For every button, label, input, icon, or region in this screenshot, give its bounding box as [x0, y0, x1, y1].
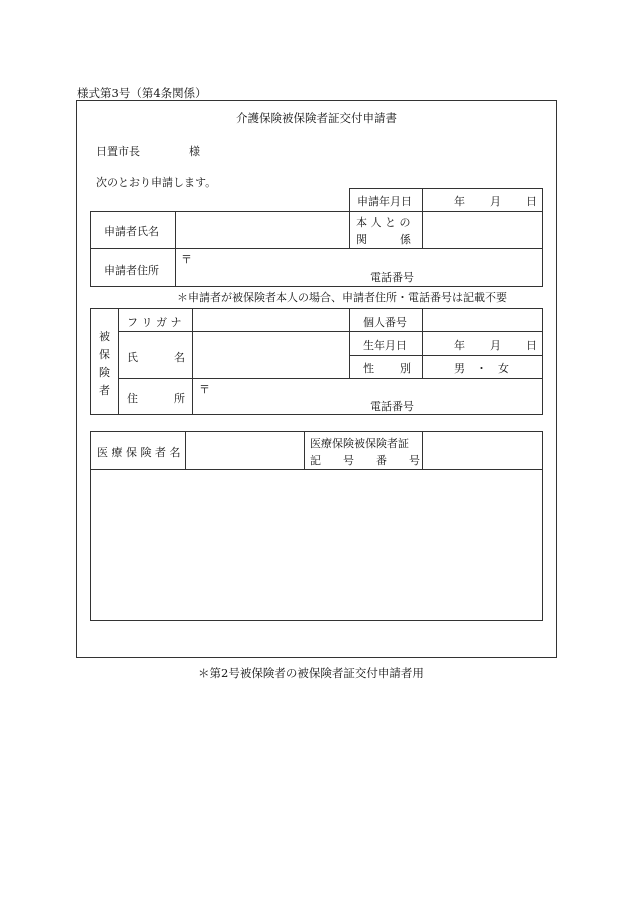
gender-label-2: 別: [400, 362, 411, 375]
insurance-card-label-1: 医療保険被保険者証: [310, 437, 409, 450]
insurer-name-field[interactable]: [186, 432, 303, 468]
application-date-year: 年: [454, 195, 465, 208]
divider: [422, 188, 423, 212]
insured-address-label-1: 住: [127, 392, 138, 405]
applicant-phone-label: 電話番号: [370, 271, 414, 284]
insured-side-label-2: 保: [99, 348, 110, 361]
insured-name-label-1: 氏: [127, 351, 138, 364]
insured-postal-mark: 〒: [199, 383, 210, 396]
postal-mark: 〒: [181, 253, 192, 266]
addressee-mayor: 日置市長: [96, 145, 140, 158]
insured-side-label-1: 被: [99, 330, 110, 343]
divider: [118, 308, 119, 415]
applicant-note: ＊申請者が被保険者本人の場合、申請者住所・電話番号は記載不要: [177, 291, 507, 304]
insurer-name-label: 医 療 保 険 者 名: [97, 446, 181, 459]
form-number: 様式第3号（第4条関係）: [77, 86, 207, 100]
form-title: 介護保険被保険者証交付申請書: [236, 111, 397, 125]
application-date-label: 申請年月日: [357, 195, 412, 208]
intro-text: 次のとおり申請します。: [96, 176, 217, 189]
furigana-field[interactable]: [193, 309, 348, 330]
birthdate-year: 年: [454, 339, 465, 352]
applicant-relation-label-2: 関 係: [356, 233, 411, 246]
gender-label-1: 性: [363, 362, 374, 375]
application-date-month: 月: [490, 195, 501, 208]
applicant-name-field[interactable]: [176, 212, 348, 247]
applicant-relation-field[interactable]: [423, 212, 542, 247]
insurance-card-number-field[interactable]: [423, 432, 542, 468]
applicant-address-label: 申請者住所: [104, 264, 159, 277]
footer-note: ＊第2号被保険者の被保険者証交付申請者用: [198, 666, 424, 680]
insured-name-field[interactable]: [193, 332, 348, 377]
insured-side-label-4: 者: [99, 384, 110, 397]
divider: [349, 211, 350, 248]
mynumber-label: 個人番号: [363, 316, 407, 329]
applicant-relation-label-1: 本 人 と の: [356, 216, 411, 229]
mynumber-field[interactable]: [423, 309, 542, 330]
addressee-honorific: 様: [189, 145, 200, 158]
insured-address-label-2: 所: [174, 392, 185, 405]
gender-options[interactable]: 男 ・ 女: [454, 362, 509, 375]
insured-address-field[interactable]: [193, 379, 542, 414]
furigana-label: フ リ ガ ナ: [127, 316, 182, 329]
insured-name-label-2: 名: [174, 351, 185, 364]
insurance-card-label-2: 記 号 番 号: [310, 454, 420, 467]
divider: [349, 355, 543, 356]
application-date-day: 日: [526, 195, 537, 208]
birthdate-day: 日: [526, 339, 537, 352]
applicant-address-field[interactable]: [176, 249, 542, 286]
divider: [349, 308, 350, 378]
applicant-name-label: 申請者氏名: [104, 225, 159, 238]
birthdate-month: 月: [490, 339, 501, 352]
divider: [304, 431, 305, 469]
insured-side-label-3: 険: [99, 366, 110, 379]
insured-phone-label: 電話番号: [370, 400, 414, 413]
notes-area[interactable]: [91, 470, 542, 620]
birthdate-label: 生年月日: [363, 339, 407, 352]
